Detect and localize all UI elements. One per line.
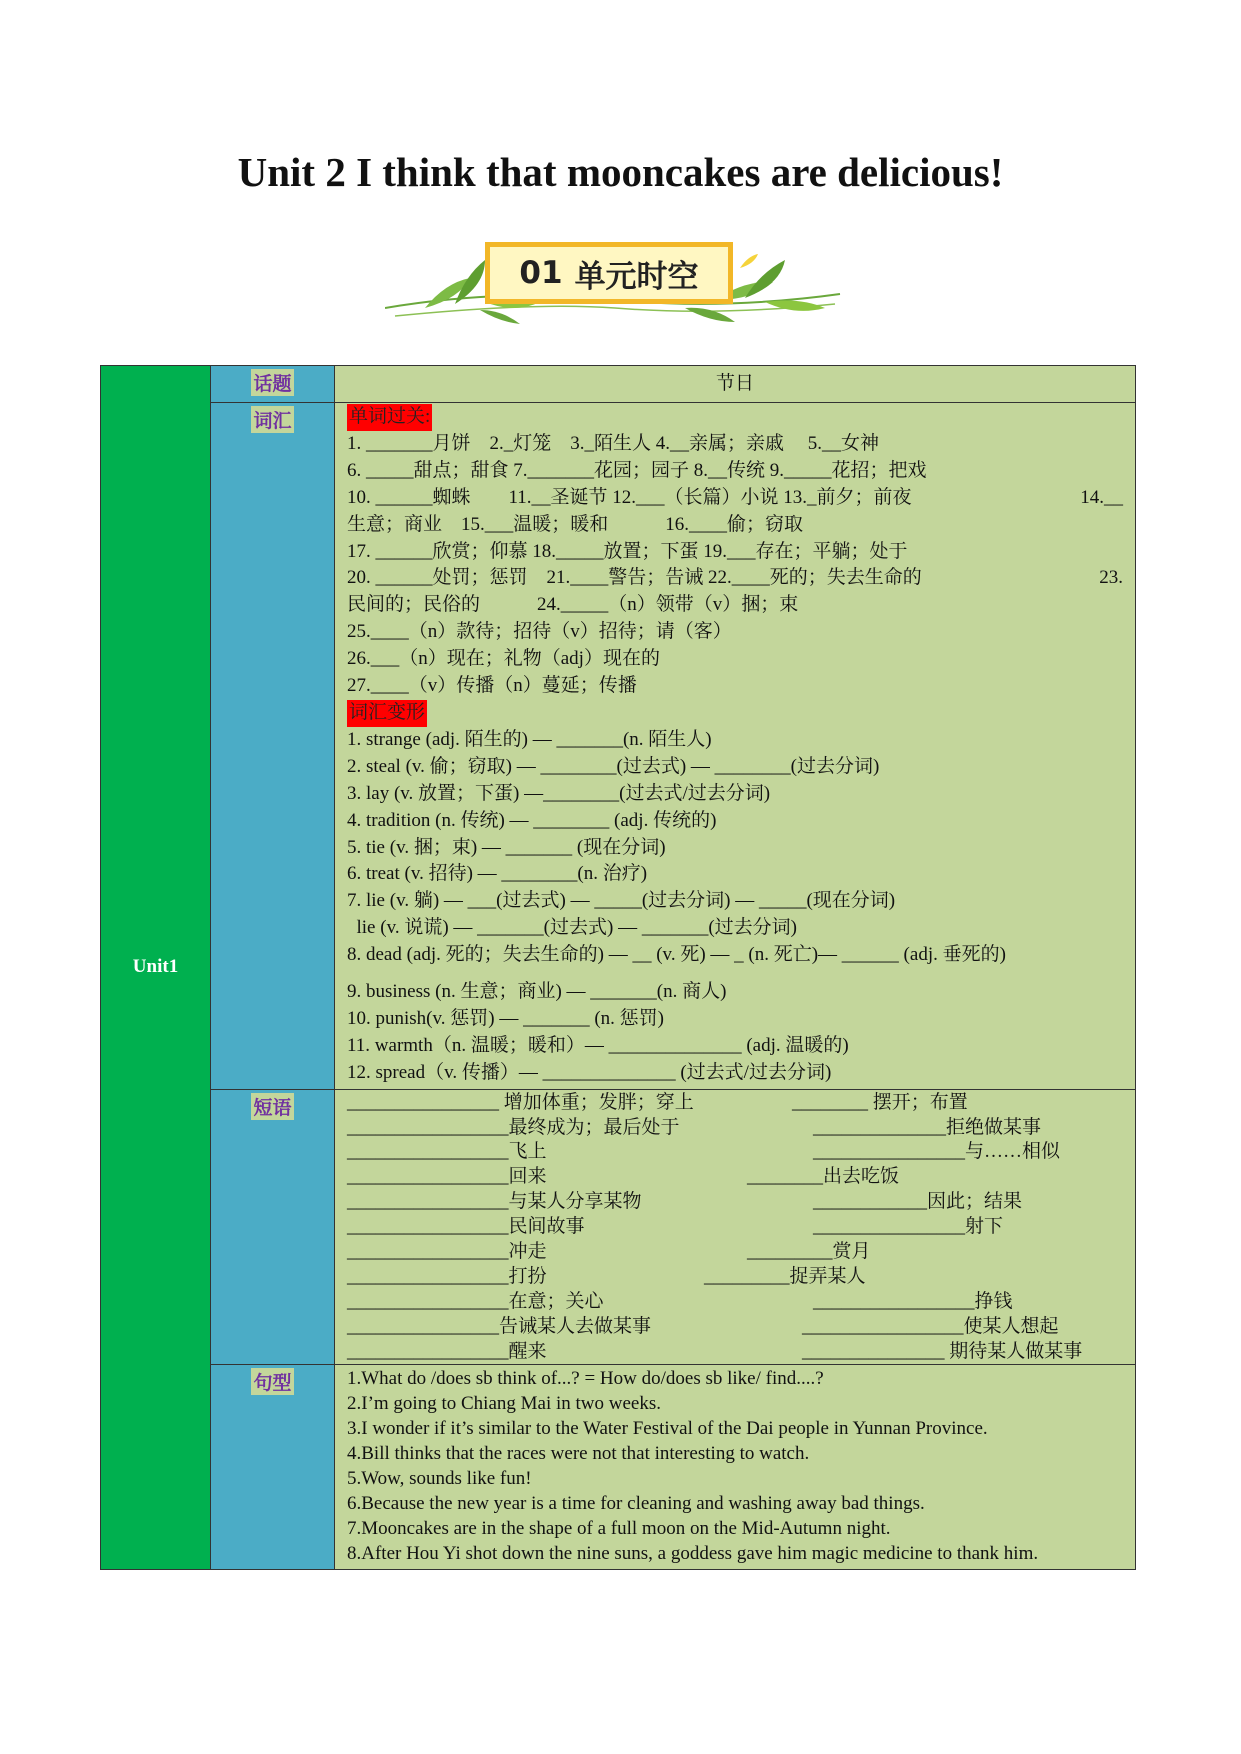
phrase-row: _________________在意；关心 _________________挣钱 <box>347 1290 1013 1312</box>
vocab-line: 26.___（n）现在；礼物（adj）现在的 <box>347 648 660 670</box>
phrase-row: _________________最终成为；最后处于 ______________拒绝做某事 <box>347 1116 1042 1138</box>
vocab-label-cell <box>211 403 335 1090</box>
vocab-line: 6. _____甜点；甜食 7._______花园；园子 8.__传统 9._____花招；把戏 <box>347 459 927 481</box>
vocab-forms-title: 词汇变形 <box>347 700 427 727</box>
form-line: 10. punish(v. 惩罚) — _______ (n. 惩罚) <box>347 1007 664 1029</box>
sentence-item: 3.I wonder if it’s similar to the Water Festival of the Dai people in Yunnan Province. <box>347 1418 988 1440</box>
sentence-item: 8.After Hou Yi shot down the nine suns, a goddess gave him magic medicine to thank him. <box>347 1542 1039 1564</box>
phrase-row: _________________醒来 _______________ 期待某人做某事 <box>347 1340 1083 1362</box>
banner-box <box>485 242 733 304</box>
form-line: 7. lie (v. 躺) — ___(过去式) — _____(过去分词) — _____(现在分词) <box>347 890 896 912</box>
form-line: 4. tradition (n. 传统) — ________ (adj. 传统的) <box>347 809 717 831</box>
vocab-line: 27.____（v）传播（n）蔓延；传播 <box>347 675 637 697</box>
sentences-label: 句型 <box>251 1368 293 1395</box>
sentences-content <box>335 1365 1136 1569</box>
vocab-line: 民间的；民俗的 24._____（n）领带（v）捆；束 <box>347 594 799 616</box>
phrase-row: _________________与某人分享某物 ____________因此；结果 <box>347 1191 1023 1213</box>
vocab-line: 10. ______蜘蛛 11.__圣诞节 12.___（长篇）小说 13._前夕；前夜 14.__ <box>347 486 1123 508</box>
phrases-label: 短语 <box>251 1093 293 1120</box>
banner-number: 01 <box>519 255 563 291</box>
sentence-item: 2.I’m going to Chiang Mai in two weeks. <box>347 1393 661 1415</box>
vocab-line: 17. ______欣赏；仰慕 18._____放置；下蛋 19.___存在；平躺；处于 <box>347 540 908 562</box>
form-line: 2. steal (v. 偷；窃取) — ________(过去式) — ________(过去分词) <box>347 755 880 777</box>
phrase-row: _________________打扮 _________捉弄某人 <box>347 1265 866 1287</box>
vocab-line: 1. _______月饼 2._灯笼 3._陌生人 4.__亲属；亲戚 5.__女神 <box>347 432 880 454</box>
form-line: 12. spread（v. 传播）— ______________ (过去式/过去分词) <box>347 1061 832 1083</box>
banner-text: 单元时空 <box>574 258 699 295</box>
vocab-label: 词汇 <box>251 406 293 433</box>
topic-label: 话题 <box>251 369 293 396</box>
sentence-item: 1.What do /does sb think of...? = How do/does sb like/ find....? <box>347 1368 824 1390</box>
phrase-row: _________________飞上 ________________与……相似 <box>347 1141 1061 1163</box>
topic-row <box>101 366 1136 403</box>
vocab-section-title: 单词过关: <box>347 404 432 431</box>
sentence-item: 6.Because the new year is a time for cleaning and washing away bad things. <box>347 1492 925 1514</box>
vocab-line: 25.____（n）款待；招待（v）招待；请（客） <box>347 621 732 643</box>
vocab-line: 生意；商业 15.___温暖；暖和 16.____偷；窃取 <box>347 513 804 535</box>
page-title: Unit 2 I think that mooncakes are delicious! <box>237 149 1004 195</box>
phrase-row: _________________民间故事 ________________射下 <box>347 1216 1004 1238</box>
sentences-label-cell <box>211 1365 335 1569</box>
phrases-content <box>335 1089 1136 1365</box>
vocab-content <box>335 403 1136 1090</box>
form-line: 9. business (n. 生意；商业) — _______(n. 商人) <box>347 981 727 1003</box>
sentence-item: 7.Mooncakes are in the shape of a full moon on the Mid-Autumn night. <box>347 1517 891 1539</box>
sentence-item: 4.Bill thinks that the races were not that interesting to watch. <box>347 1443 810 1465</box>
phrases-label-cell <box>211 1089 335 1365</box>
summary-table <box>100 365 1136 1570</box>
unit-label: Unit1 <box>101 366 211 1570</box>
form-line: lie (v. 说谎) — _______(过去式) — _______(过去分词) <box>347 917 797 939</box>
phrase-row: ________________告诫某人去做某事 _________________使某人想起 <box>347 1315 1059 1337</box>
form-line: 1. strange (adj. 陌生的) — _______(n. 陌生人) <box>347 728 712 750</box>
form-line: 8. dead (adj. 死的；失去生命的) — __ (v. 死) — _ (n. 死亡)— ______ (adj. 垂死的) <box>347 944 1006 966</box>
form-line: 3. lay (v. 放置；下蛋) —________(过去式/过去分词) <box>347 782 771 804</box>
sentence-item: 5.Wow, sounds like fun! <box>347 1468 532 1490</box>
topic-value-cell <box>335 366 1136 403</box>
form-line: 11. warmth（n. 温暖；暖和）— ______________ (adj. 温暖的) <box>347 1034 849 1056</box>
phrases-row <box>101 1089 1136 1365</box>
vocab-row <box>101 403 1136 1090</box>
section-banner <box>385 238 845 338</box>
form-line: 6. treat (v. 招待) — ________(n. 治疗) <box>347 863 648 885</box>
phrase-row: ________________ 增加体重；发胖；穿上 ________ 摆开；布置 <box>347 1091 968 1113</box>
sentences-row <box>101 1365 1136 1569</box>
form-line: 5. tie (v. 捆；束) — _______ (现在分词) <box>347 836 666 858</box>
phrase-row: _________________冲走 _________赏月 <box>347 1241 871 1262</box>
topic-value: 节日 <box>715 373 754 394</box>
phrase-row: _________________回来 ________出去吃饭 <box>347 1166 900 1188</box>
vocab-line: 20. ______处罚；惩罚 21.____警告；告诫 22.____死的；失去生命的 23. <box>347 567 1123 589</box>
topic-label-cell <box>211 366 335 403</box>
